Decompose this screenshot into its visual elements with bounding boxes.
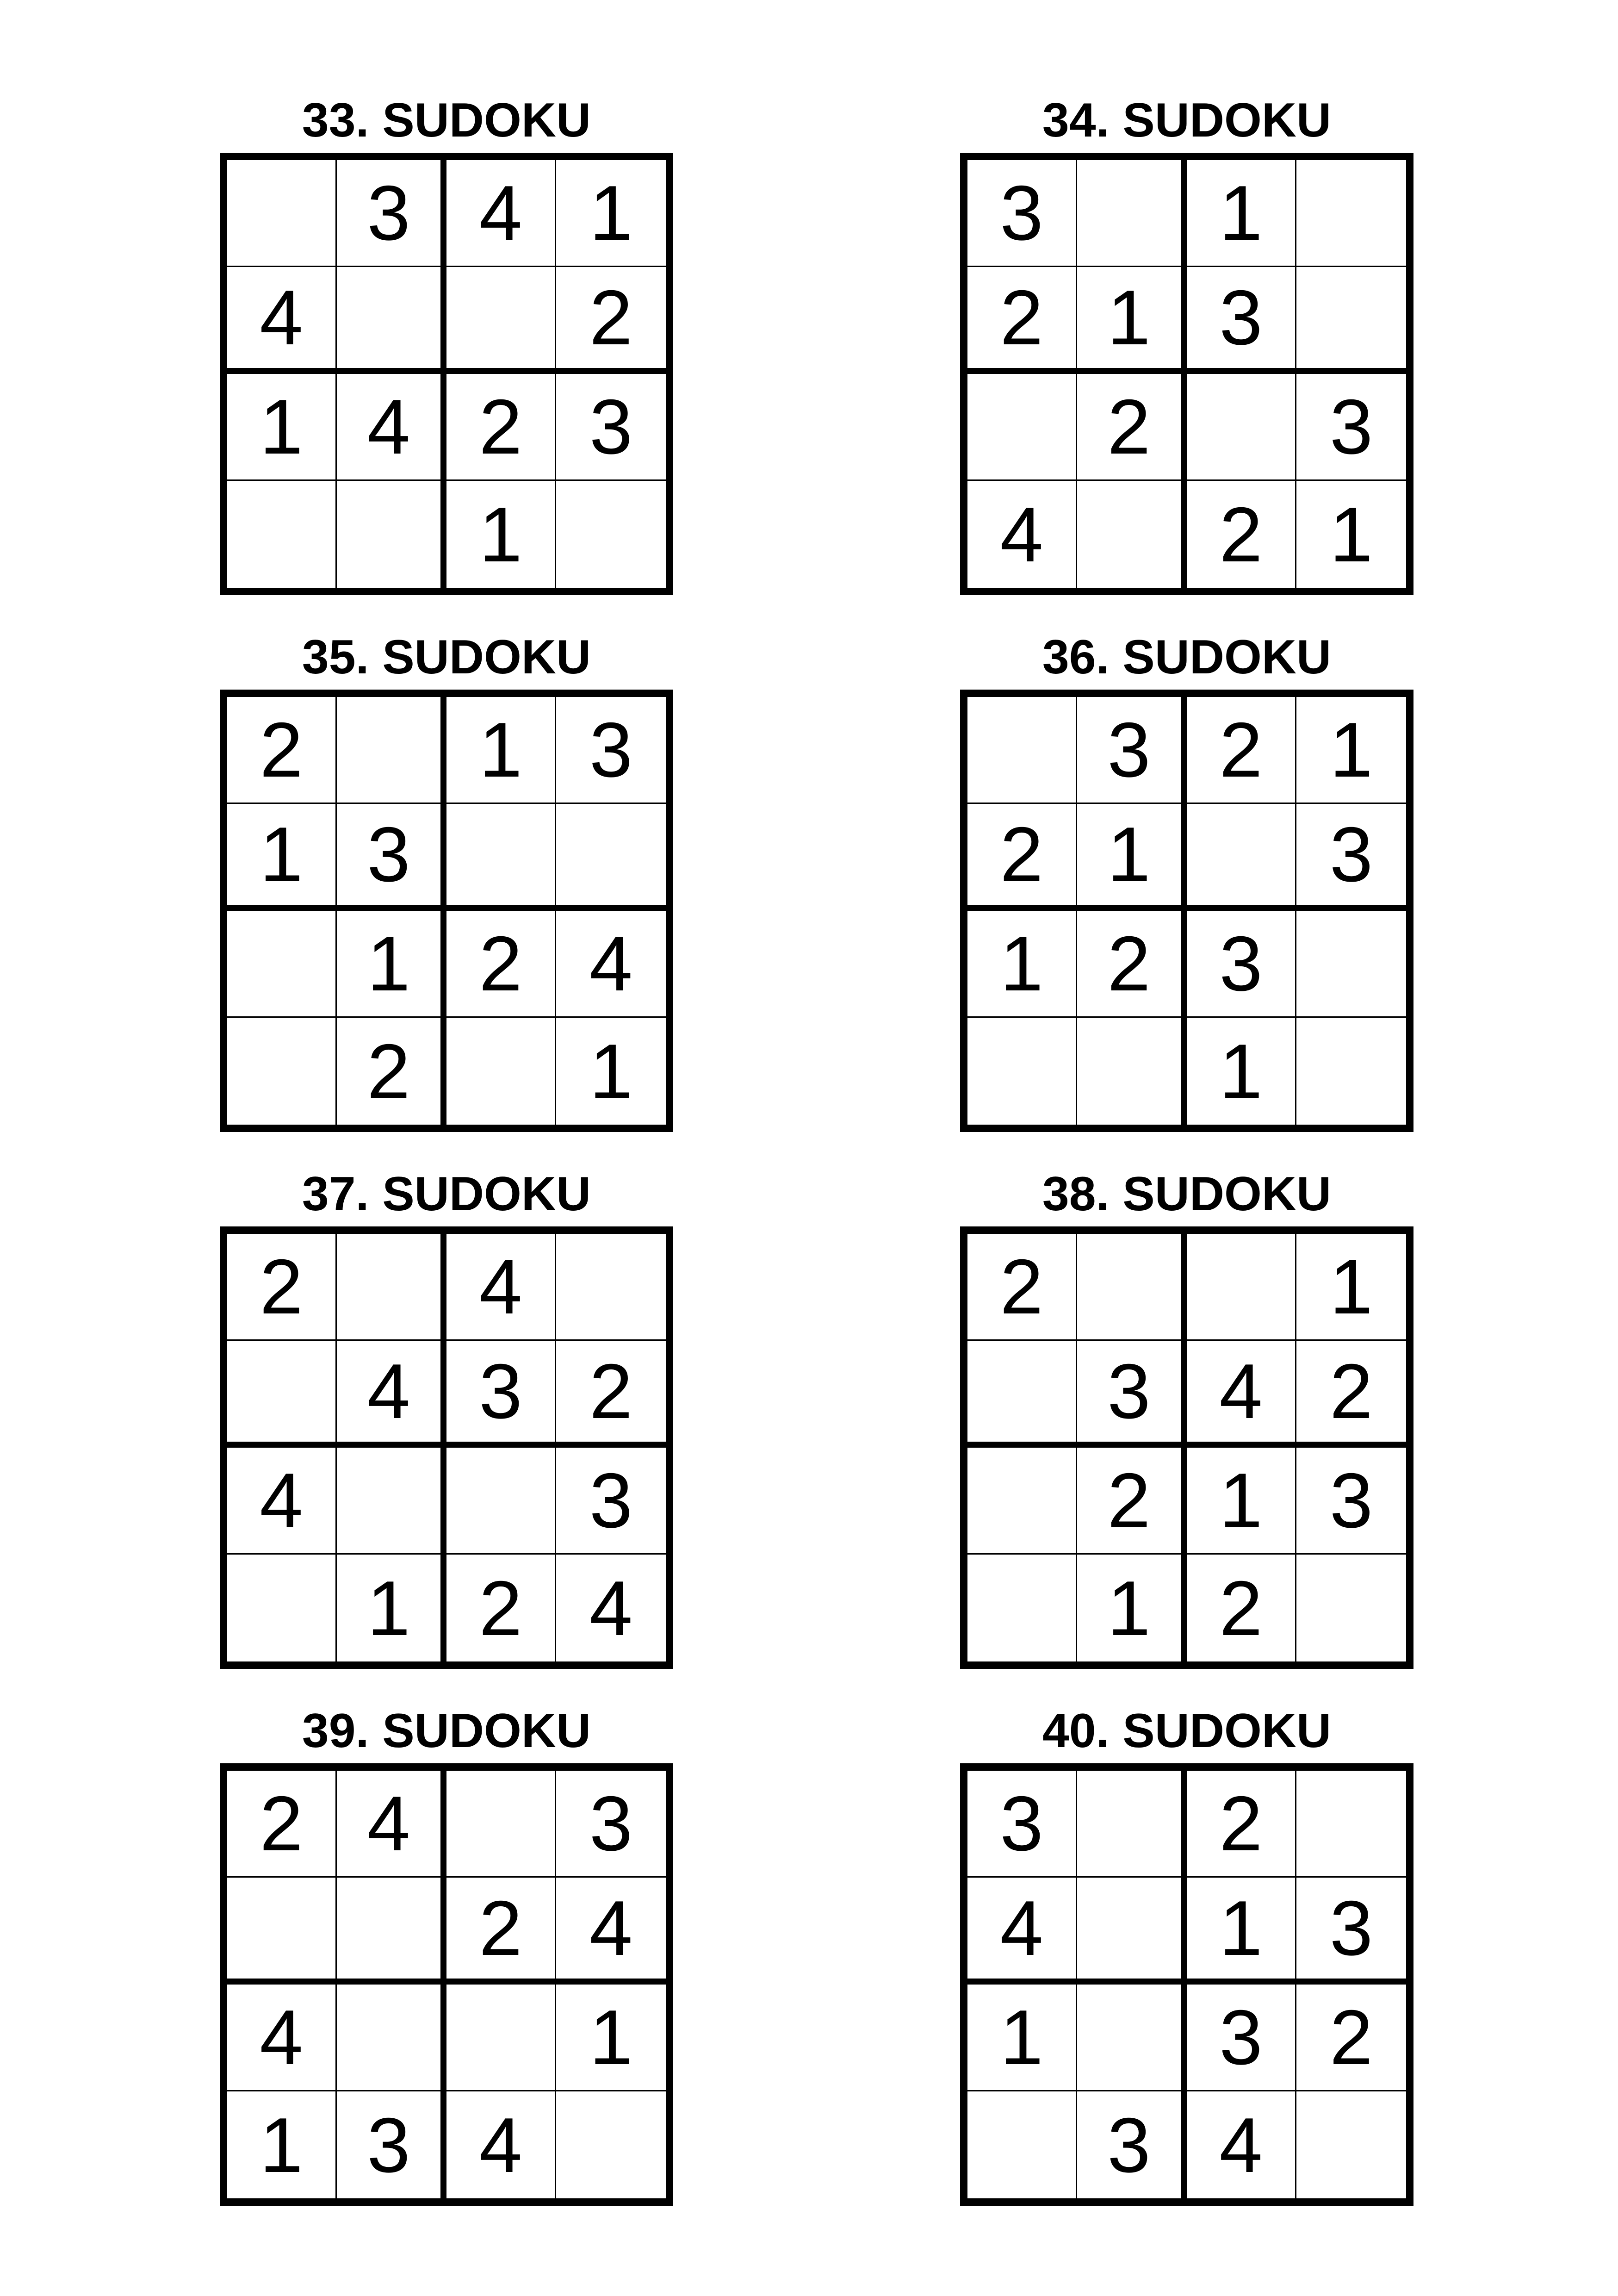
given-cell: 1 xyxy=(1077,804,1187,911)
empty-cell[interactable] xyxy=(337,697,446,804)
puzzle-title: 38. SUDOKU xyxy=(1042,1167,1332,1221)
given-cell: 3 xyxy=(967,1771,1077,1878)
given-cell: 3 xyxy=(446,1341,556,1448)
empty-cell[interactable] xyxy=(967,1341,1077,1448)
given-cell: 2 xyxy=(967,804,1077,911)
given-cell: 2 xyxy=(446,374,556,481)
empty-cell[interactable] xyxy=(967,2091,1077,2198)
given-cell: 4 xyxy=(337,374,446,481)
given-cell: 2 xyxy=(556,1341,666,1448)
given-cell: 4 xyxy=(227,1985,337,2091)
empty-cell[interactable] xyxy=(446,1448,556,1555)
empty-cell[interactable] xyxy=(1077,481,1187,588)
given-cell: 2 xyxy=(1296,1341,1406,1448)
given-cell: 4 xyxy=(1187,1341,1296,1448)
given-cell: 2 xyxy=(967,1234,1077,1341)
puzzle-title: 33. SUDOKU xyxy=(302,93,591,147)
empty-cell[interactable] xyxy=(1077,1878,1187,1985)
given-cell: 2 xyxy=(1187,481,1296,588)
given-cell: 3 xyxy=(1187,267,1296,374)
empty-cell[interactable] xyxy=(556,481,666,588)
given-cell: 4 xyxy=(556,911,666,1018)
empty-cell[interactable] xyxy=(556,1234,666,1341)
given-cell: 2 xyxy=(1077,911,1187,1018)
empty-cell[interactable] xyxy=(446,804,556,911)
given-cell: 3 xyxy=(1296,1878,1406,1985)
empty-cell[interactable] xyxy=(1077,1234,1187,1341)
given-cell: 1 xyxy=(967,911,1077,1018)
empty-cell[interactable] xyxy=(967,697,1077,804)
given-cell: 3 xyxy=(1296,374,1406,481)
given-cell: 3 xyxy=(1077,2091,1187,2198)
puzzle-title: 39. SUDOKU xyxy=(302,1704,591,1758)
given-cell: 2 xyxy=(1187,1555,1296,1661)
given-cell: 2 xyxy=(227,1234,337,1341)
empty-cell[interactable] xyxy=(1077,160,1187,267)
empty-cell[interactable] xyxy=(227,1878,337,1985)
given-cell: 1 xyxy=(1187,1448,1296,1555)
empty-cell[interactable] xyxy=(1187,374,1296,481)
sudoku-grid xyxy=(960,1226,1413,1669)
given-cell: 2 xyxy=(227,697,337,804)
puzzle-title: 40. SUDOKU xyxy=(1042,1704,1332,1758)
puzzle-title: 37. SUDOKU xyxy=(302,1167,591,1221)
empty-cell[interactable] xyxy=(337,481,446,588)
puzzle-title: 35. SUDOKU xyxy=(302,630,591,684)
given-cell: 4 xyxy=(589,1564,633,1652)
sudoku-grid xyxy=(220,153,673,595)
empty-cell[interactable] xyxy=(337,267,446,374)
given-cell: 4 xyxy=(227,267,337,374)
sudoku-grid xyxy=(220,1226,673,1669)
given-cell: 1 xyxy=(1077,267,1187,374)
empty-cell[interactable] xyxy=(1077,1018,1187,1125)
empty-cell[interactable] xyxy=(227,1341,337,1448)
empty-cell[interactable] xyxy=(1296,1018,1406,1125)
given-cell: 1 xyxy=(556,160,666,267)
given-cell: 4 xyxy=(446,2091,556,2198)
empty-cell[interactable] xyxy=(967,1448,1077,1555)
given-cell: 1 xyxy=(589,1027,633,1115)
empty-cell[interactable] xyxy=(1296,1555,1406,1661)
given-cell: 2 xyxy=(1077,374,1187,481)
empty-cell[interactable] xyxy=(446,1985,556,2091)
given-cell: 4 xyxy=(337,1341,446,1448)
given-cell: 2 xyxy=(1187,1771,1296,1878)
empty-cell[interactable] xyxy=(446,267,556,374)
empty-cell[interactable] xyxy=(227,911,337,1018)
given-cell: 2 xyxy=(556,267,666,374)
empty-cell[interactable] xyxy=(1077,1771,1187,1878)
sudoku-grid xyxy=(960,153,1413,595)
given-cell: 3 xyxy=(337,804,446,911)
empty-cell[interactable] xyxy=(446,1771,556,1878)
given-cell: 1 xyxy=(227,2091,337,2198)
given-cell: 4 xyxy=(337,1771,446,1878)
puzzle-title: 34. SUDOKU xyxy=(1042,93,1332,147)
given-cell: 4 xyxy=(227,1448,337,1555)
given-cell: 1 xyxy=(1187,1878,1296,1985)
empty-cell[interactable] xyxy=(1187,1234,1296,1341)
empty-cell[interactable] xyxy=(967,374,1077,481)
empty-cell[interactable] xyxy=(1296,160,1406,267)
given-cell: 3 xyxy=(556,1771,666,1878)
empty-cell[interactable] xyxy=(227,160,337,267)
empty-cell[interactable] xyxy=(337,1878,446,1985)
sudoku-grid xyxy=(220,1763,673,2206)
empty-cell[interactable] xyxy=(1187,804,1296,911)
empty-cell[interactable] xyxy=(337,1234,446,1341)
given-cell: 3 xyxy=(1296,1448,1406,1555)
empty-cell[interactable] xyxy=(1296,1771,1406,1878)
given-cell: 1 xyxy=(337,911,446,1018)
given-cell: 3 xyxy=(1187,911,1296,1018)
given-cell: 3 xyxy=(1077,1341,1187,1448)
empty-cell[interactable] xyxy=(337,1985,446,2091)
given-cell: 2 xyxy=(1296,1985,1406,2091)
given-cell: 4 xyxy=(1187,2091,1296,2198)
empty-cell[interactable] xyxy=(556,2091,666,2198)
empty-cell[interactable] xyxy=(1296,911,1406,1018)
given-cell: 1 xyxy=(1077,1555,1187,1661)
given-cell: 3 xyxy=(1077,697,1187,804)
given-cell: 1 xyxy=(446,697,556,804)
given-cell: 4 xyxy=(556,1878,666,1985)
given-cell: 4 xyxy=(446,1234,556,1341)
given-cell: 2 xyxy=(446,1555,556,1661)
empty-cell[interactable] xyxy=(446,1018,556,1125)
given-cell: 3 xyxy=(556,1448,666,1555)
given-cell: 3 xyxy=(337,2091,446,2198)
empty-cell[interactable] xyxy=(1077,1985,1187,2091)
empty-cell[interactable] xyxy=(967,1555,1077,1661)
empty-cell[interactable] xyxy=(227,481,337,588)
given-cell: 2 xyxy=(1187,697,1296,804)
sudoku-grid xyxy=(960,690,1413,1132)
given-cell: 1 xyxy=(337,1555,446,1661)
given-cell: 1 xyxy=(1329,491,1373,578)
sudoku-grid xyxy=(220,690,673,1132)
given-cell: 3 xyxy=(967,160,1077,267)
empty-cell[interactable] xyxy=(1296,2091,1406,2198)
empty-cell[interactable] xyxy=(227,1018,337,1125)
given-cell: 2 xyxy=(446,911,556,1018)
given-cell: 1 xyxy=(1187,1018,1296,1125)
given-cell: 2 xyxy=(446,1878,556,1985)
given-cell: 1 xyxy=(227,374,337,481)
given-cell: 1 xyxy=(227,804,337,911)
given-cell: 2 xyxy=(967,267,1077,374)
given-cell: 3 xyxy=(1187,1985,1296,2091)
given-cell: 1 xyxy=(1296,1234,1406,1341)
given-cell: 3 xyxy=(556,374,666,481)
given-cell: 4 xyxy=(967,1878,1077,1985)
given-cell: 3 xyxy=(1296,804,1406,911)
given-cell: 4 xyxy=(967,481,1077,588)
given-cell: 1 xyxy=(556,1985,666,2091)
empty-cell[interactable] xyxy=(556,804,666,911)
empty-cell[interactable] xyxy=(227,1555,337,1661)
given-cell: 3 xyxy=(556,697,666,804)
given-cell: 1 xyxy=(446,481,556,588)
given-cell: 2 xyxy=(1077,1448,1187,1555)
empty-cell[interactable] xyxy=(1296,267,1406,374)
puzzle-title: 36. SUDOKU xyxy=(1042,630,1332,684)
given-cell: 4 xyxy=(446,160,556,267)
given-cell: 1 xyxy=(967,1985,1077,2091)
sudoku-grid xyxy=(960,1763,1413,2206)
given-cell: 2 xyxy=(337,1018,446,1125)
given-cell: 3 xyxy=(337,160,446,267)
given-cell: 1 xyxy=(1187,160,1296,267)
empty-cell[interactable] xyxy=(967,1018,1077,1125)
given-cell: 1 xyxy=(1296,697,1406,804)
empty-cell[interactable] xyxy=(337,1448,446,1555)
given-cell: 2 xyxy=(227,1771,337,1878)
